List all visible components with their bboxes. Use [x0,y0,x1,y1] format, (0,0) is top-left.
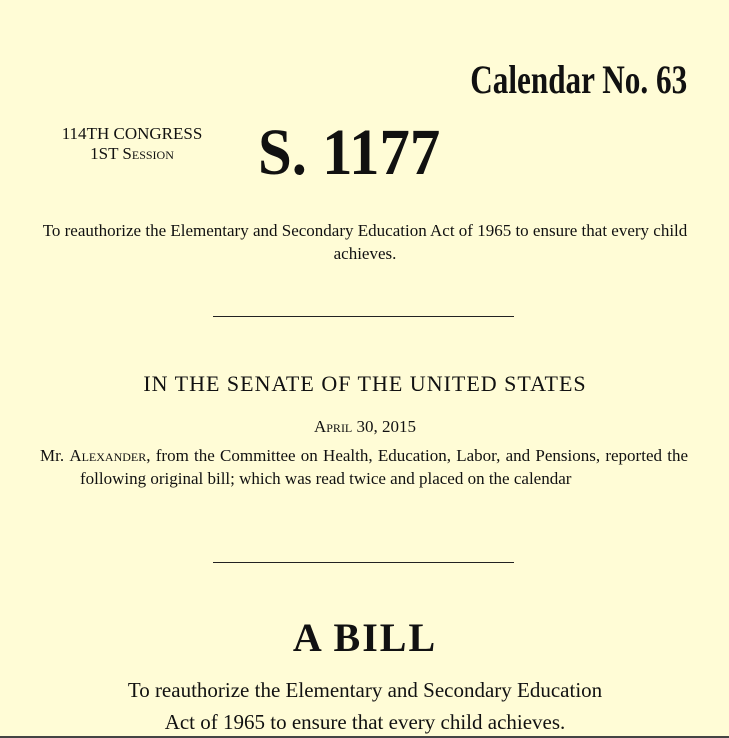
congress-number: 114 [61,124,87,143]
introduction-date: April 30, 2015 [313,417,417,436]
sponsor-name: Alexander [69,446,147,465]
session-number: 1 [90,144,99,163]
bill-number: S. 1177 [258,116,441,189]
a-bill-heading: A BILL [292,615,438,660]
congress-session [40,124,224,164]
congress-label: CONGRESS [109,124,203,143]
action-prefix: Mr. [40,446,70,465]
calendar-number: Calendar No. 63 [470,57,687,102]
bill-purpose-line: Act of 1965 to ensure that every child achieves. [164,710,566,734]
congress-line [40,124,224,144]
congress-suffix: TH [86,124,110,143]
action-statement [40,444,688,490]
session-line [40,144,224,164]
chamber-heading: IN THE SENATE OF THE UNITED STATES [143,371,587,396]
purpose-summary: To reauthorize the Elementary and Secondary Education Act of 1965 to ensure that every child achieves. [42,221,688,263]
bill-purpose [40,674,690,738]
divider-rule [213,562,514,563]
session-label: Session [118,144,174,163]
session-suffix: ST [98,144,119,163]
action-text: , from the Committee on Health, Education, Labor, and Pensions, reported the following original bill; which was read twice and placed on the calendar [80,446,688,488]
divider-rule [213,316,514,317]
bill-purpose-line: To reauthorize the Elementary and Secondary Education [127,678,603,702]
